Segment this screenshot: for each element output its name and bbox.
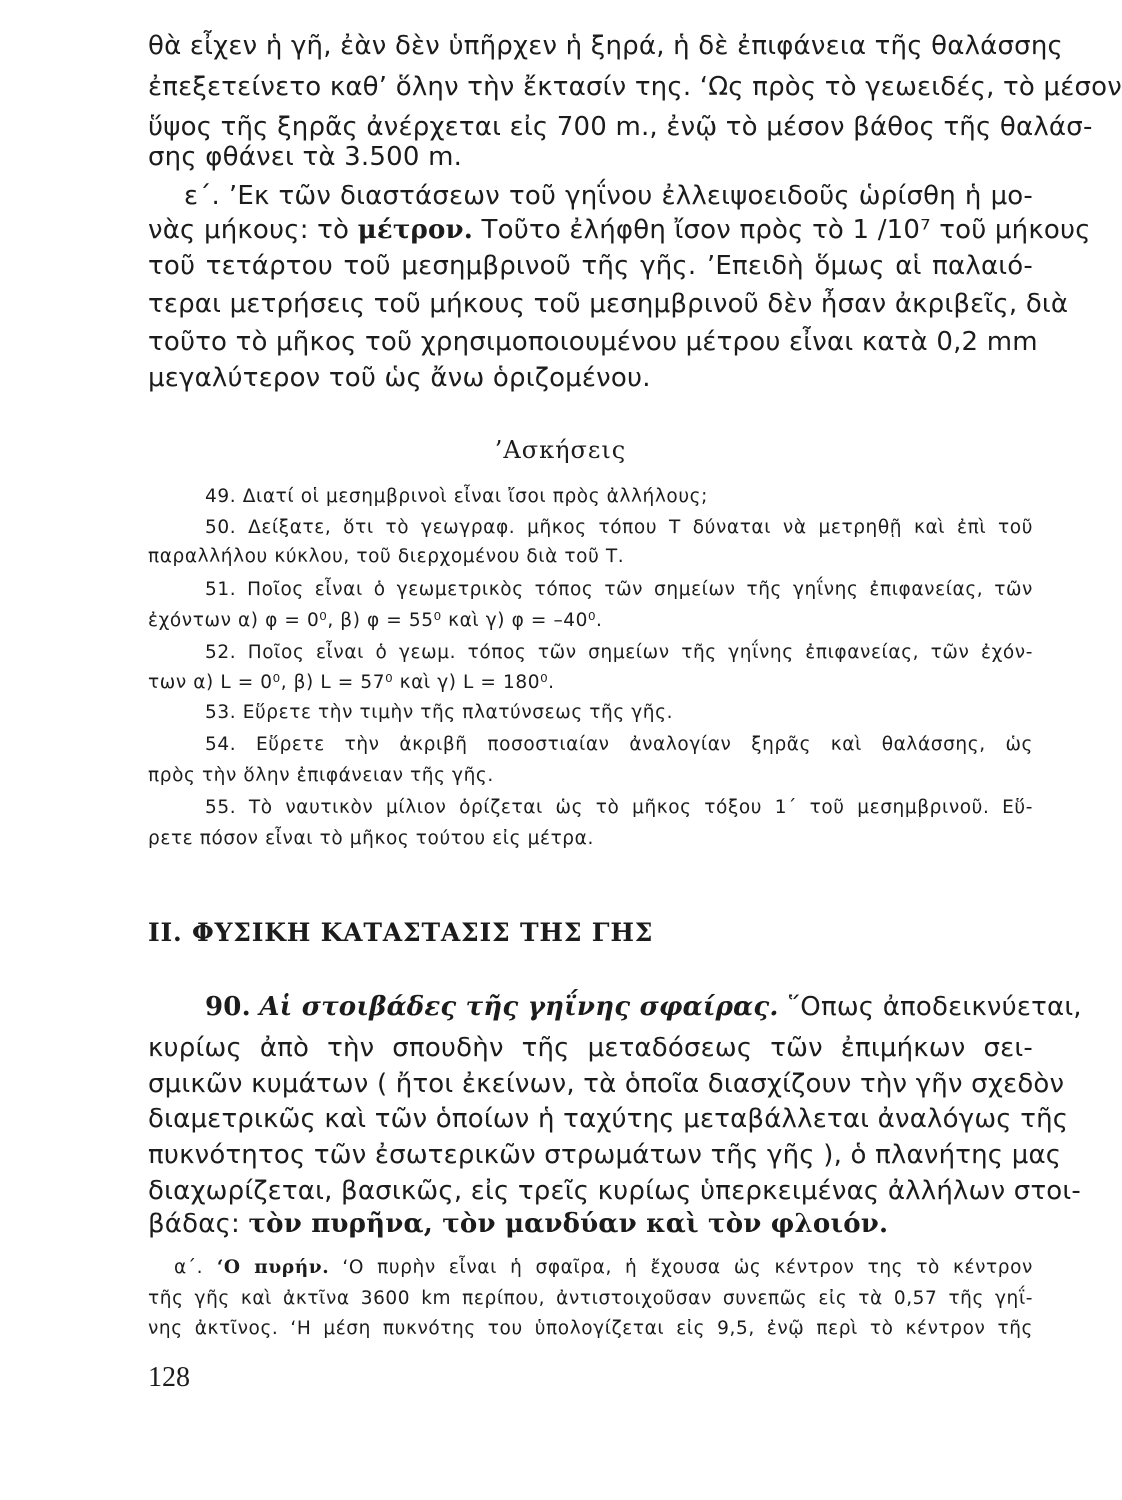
exercise-line: πρὸς τὴν ὅλην ἐπιφάνειαν τῆς γῆς. (148, 765, 494, 786)
text-line: τῆς γῆς καὶ ἀκτῖνα 3600 km περίπου, ἀντιστοιχοῦσαν συνεπῶς εἰς τὰ 0,57 τῆς γηΐ- (148, 1288, 1033, 1309)
text-line: ὕψος τῆς ξηρᾶς ἀνέρχεται εἰς 700 m., ἐνῷ τὸ μέσον βάθος τῆς θαλάσ- (148, 112, 1093, 142)
text-line: βάδας: τὸν πυρῆνα, τὸν μανδύαν καὶ τὸν φλοιόν. (148, 1209, 889, 1239)
exercise-line: ἐχόντων α) φ = 0⁰, β) φ = 55⁰ καὶ γ) φ = –40⁰. (148, 610, 603, 631)
text-line: τοῦ τετάρτου τοῦ μεσημβρινοῦ τῆς γῆς. ’Επειδὴ ὅμως αἱ παλαιό- (148, 251, 1033, 281)
text-line: πυκνότητος τῶν ἐσωτερικῶν στρωμάτων τῆς γῆς ), ὁ πλανήτης μας (148, 1140, 1062, 1170)
page-number: 128 (148, 1362, 190, 1393)
section-title: Αἱ στοιβάδες τῆς γηΐνης σφαίρας. (259, 992, 779, 1022)
text-line: μεγαλύτερον τοῦ ὡς ἄνω ὁριζομένου. (148, 363, 651, 393)
exercise-line: 55. Τὸ ναυτικὸν μίλιον ὁρίζεται ὡς τὸ μῆκος τόξου 1΄ τοῦ μεσημβρινοῦ. Εὕ- (205, 797, 1033, 818)
text-line: α΄. ‘Ο πυρήν. ‘Ο πυρὴν εἶναι ἡ σφαῖρα, ἡ ἔχουσα ὡς κέντρον της τὸ κέντρον (174, 1257, 1033, 1278)
exercise-line: 53. Εὕρετε τὴν τιμὴν τῆς πλατύνσεως τῆς γῆς. (205, 702, 674, 723)
exercise-line: 49. Διατί οἱ μεσημβρινοὶ εἶναι ἴσοι πρὸς ἀλλήλους; (205, 486, 708, 507)
text-line: ἐπεξετείνετο καθ’ ὅλην τὴν ἔκτασίν της. ‘Ως πρὸς τὸ γεωειδές, τὸ μέσον (148, 72, 1122, 102)
section-number: 90. (205, 992, 251, 1022)
text-line: ε΄. ’Εκ τῶν διαστάσεων τοῦ γηΐνου ἐλλειψοειδοῦς ὡρίσθη ἡ μο- (184, 181, 1033, 211)
text-line: νὰς μήκους: τὸ μέτρον. Τοῦτο ἐλήφθη ἴσον πρὸς τὸ 1 /10⁷ τοῦ μήκους (148, 215, 1091, 245)
text-line: σμικῶν κυμάτων ( ἤτοι ἐκείνων, τὰ ὁποῖα διασχίζουν τὴν γῆν σχεδὸν (148, 1069, 1065, 1099)
text-line: νης ἀκτῖνος. ‘Η μέση πυκνότης του ὑπολογίζεται εἰς 9,5, ἐνῷ περὶ τὸ κέντρον τῆς (148, 1318, 1033, 1339)
exercises-heading: ’Ασκήσεις (494, 436, 627, 464)
exercise-line: των α) L = 0⁰, β) L = 57⁰ καὶ γ) L = 180⁰. (148, 672, 555, 693)
text-line: τεραι μετρήσεις τοῦ μήκους τοῦ μεσημβρινοῦ δὲν ἦσαν ἀκριβεῖς, διὰ (148, 289, 1069, 319)
text-line: θὰ εἶχεν ἡ γῆ, ἐὰν δὲν ὑπῆρχεν ἡ ξηρά, ἡ δὲ ἐπιφάνεια τῆς θαλάσσης (148, 31, 1063, 61)
bold-term: ‘Ο πυρήν. (203, 1257, 330, 1278)
bold-term: μέτρον. (357, 215, 474, 245)
bold-term: τὸν πυρῆνα, τὸν μανδύαν καὶ τὸν φλοιόν. (248, 1209, 889, 1239)
text-line: διαμετρικῶς καὶ τῶν ὁποίων ἡ ταχύτης μεταβάλλεται ἀναλόγως τῆς (148, 1104, 1069, 1134)
text-line: τοῦτο τὸ μῆκος τοῦ χρησιμοποιουμένου μέτρου εἶναι κατὰ 0,2 mm (148, 327, 1038, 357)
chapter-title: ΙΙ. ΦΥΣΙΚΗ ΚΑΤΑΣΤΑΣΙΣ ΤΗΣ ΓΗΣ (148, 918, 654, 947)
exercise-line: ρετε πόσον εἶναι τὸ μῆκος τούτου εἰς μέτρα. (148, 828, 594, 849)
text-line: 90. Αἱ στοιβάδες τῆς γηΐνης σφαίρας. ῞Οπως ἀποδεικνύεται, (205, 992, 1082, 1022)
item-label: ε΄. (184, 181, 220, 211)
exercise-line: 50. Δείξατε, ὅτι τὸ γεωγραφ. μῆκος τόπου Τ δύναται νὰ μετρηθῇ καὶ ἐπὶ τοῦ (205, 517, 1033, 538)
exercise-line: παραλλήλου κύκλου, τοῦ διερχομένου διὰ τοῦ Τ. (148, 546, 625, 567)
text-line: διαχωρίζεται, βασικῶς, εἰς τρεῖς κυρίως ὑπερκειμένας ἀλλήλων στοι- (148, 1176, 1081, 1206)
exercise-line: 51. Ποῖος εἶναι ὁ γεωμετρικὸς τόπος τῶν σημείων τῆς γηΐνης ἐπιφανείας, τῶν (205, 579, 1033, 600)
text-line: κυρίως ἀπὸ τὴν σπουδὴν τῆς μεταδόσεως τῶν ἐπιμήκων σει- (148, 1033, 1033, 1063)
item-label: α΄. (174, 1257, 204, 1278)
exercise-line: 52. Ποῖος εἶναι ὁ γεωμ. τόπος τῶν σημείων τῆς γηΐνης ἐπιφανείας, τῶν ἐχόν- (205, 642, 1033, 663)
text-line: σης φθάνει τὰ 3.500 m. (148, 142, 463, 172)
exercise-line: 54. Εὕρετε τὴν ἀκριβῆ ποσοστιαίαν ἀναλογίαν ξηρᾶς καὶ θαλάσσης, ὡς (205, 734, 1033, 755)
